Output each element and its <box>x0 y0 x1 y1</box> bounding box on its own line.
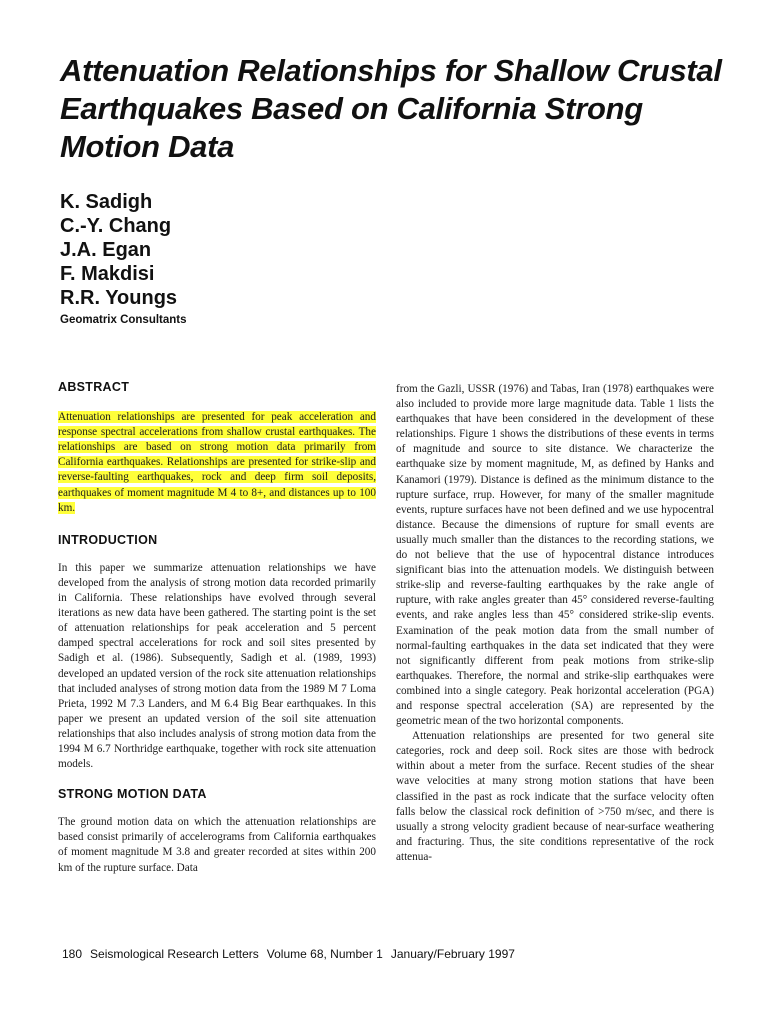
abstract-text <box>58 410 376 516</box>
left-column <box>58 380 376 876</box>
introduction-heading: INTRODUCTION <box>58 532 158 547</box>
issue-date: January/February 1997 <box>390 947 515 961</box>
body-paragraph: Attenuation relationships are presented for two general site categories, rock and deep soil. Rock sites are those with bedrock within about a meter from the surface. Recent studies of the shear wave velocities at many strong motion stations that have been classified in the past as rock indicate that the surface velocity often falls below the classical rock definition of >750 m/sec, and there is usually a strong velocity gradient because of near-surface weathering and fracturing. Thus, the site conditions representative of the rock attenua- <box>396 730 714 863</box>
title-line: Earthquakes Based on California Strong <box>60 91 643 126</box>
strong-motion-text: The ground motion data on which the attenuation relationships are based consist primarily of accelerograms from California earthquakes of moment magnitude M 3.8 and greater recorded at sites within 200 km of the rupture surface. Data <box>58 816 376 874</box>
author-name: R.R. Youngs <box>60 287 178 309</box>
author-list <box>60 190 177 310</box>
introduction-text: In this paper we summarize attenuation relationships we have developed from the analysis of strong motion data recorded primarily in California. These relationships have evolved through several iterations as new data have been gathered. The starting point is the set of attenuation relationships for peak acceleration and 5 percent damped spectral accelerations for rock and soil sites presented by Sadigh et al. (1986). Subsequently, Sadigh et al. (1989, 1993) developed an updated version of the rock site attenuation relationships that included analyses of strong motion data from the 1989 M 7 Loma Prieta, 1992 M 7.3 Landers, and M 6.4 Big Bear earthquakes. In this paper we present an updated version of the soil site attenuation relationships that also includes analysis of strong motion data from the 1994 M 6.7 Northridge earthquake, together with rock site attenuation models. <box>58 561 376 771</box>
right-column <box>396 382 714 865</box>
body-paragraph: from the Gazli, USSR (1976) and Tabas, Iran (1978) earthquakes were also included to provide more large magnitude data. Table 1 lists the earthquakes that have been considered in the development of these relationships. Figure 1 shows the distributions of these events in terms of magnitude and source to site distance. We characterize the earthquake size by moment magnitude, M, as defined by Hanks and Kanamori (1979). Distance is defined as the minimum distance to the rupture surface, rrup. However, for many of the smaller magnitude events, rupture surfaces have not been defined and we use hypocentral distance. Because the dimensions of rupture for small events are usually much smaller than the distances to the recording stations, we do not believe that the use of hypocentral distance introduces significant bias into the attenuation models. We distinguish between strike-slip and reverse-faulting earthquakes by the rake angle of rupture, with rake angles greater than 45° considered reverse-faulting events, and rake angles less than 45° considered strike-slip events. Examination of the peak motion data from the small number of normal-faulting earthquakes in the data set indicated that they were not significantly different from peak motions from strike-slip earthquakes. Therefore, the normal and strike-slip earthquakes were combined into a single category. Peak horizontal acceleration (PGA) and response spectral acceleration (SA) are represented by the geometric mean of the two horizontal components. <box>396 383 714 728</box>
paper-title <box>60 52 740 166</box>
strong-motion-heading: STRONG MOTION DATA <box>58 787 207 802</box>
author-name: J.A. Egan <box>60 239 152 261</box>
abstract-highlight: Attenuation relationships are presented for peak acceleration and response spectral accelerations from shallow crustal earthquakes. The relationships are based on strong motion data primarily from California earthquakes. Relationships are presented for strike-slip and reverse-faulting earthquakes, rock and deep firm soil deposits, earthquakes of moment magnitude M 4 to 8+, and distances up to 100 km. <box>58 411 376 514</box>
affiliation: Geomatrix Consultants <box>60 314 187 326</box>
author-name: K. Sadigh <box>60 191 153 213</box>
page-footer <box>62 947 523 961</box>
author-name: C.-Y. Chang <box>60 215 172 237</box>
abstract-heading: ABSTRACT <box>58 380 130 394</box>
journal-name: Seismological Research Letters <box>90 947 259 961</box>
page-number: 180 <box>62 947 83 961</box>
title-line: Motion Data <box>60 129 235 164</box>
author-name: F. Makdisi <box>60 263 155 285</box>
title-line: Attenuation Relationships for Shallow Crustal <box>60 53 722 88</box>
volume-info: Volume 68, Number 1 <box>266 947 383 961</box>
